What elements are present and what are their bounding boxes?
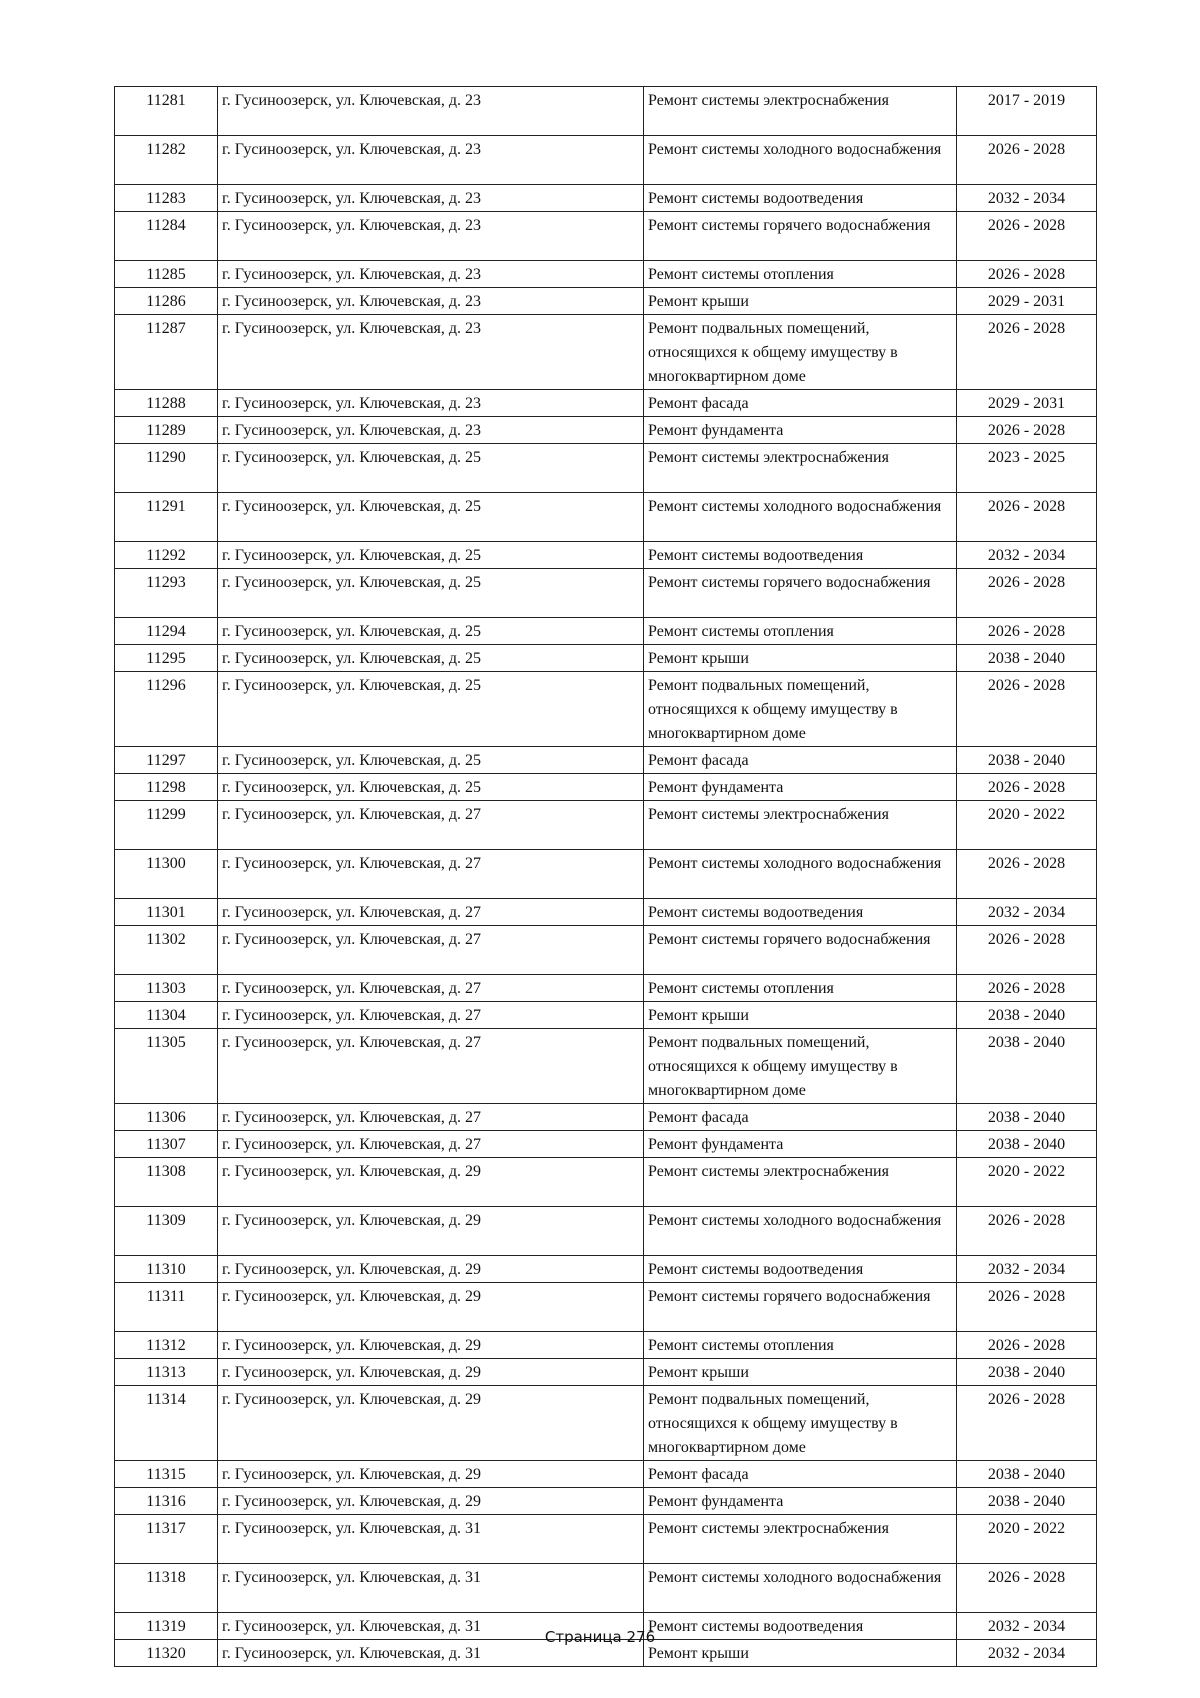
address-cell: г. Гусиноозерск, ул. Ключевская, д. 29 <box>218 1283 644 1332</box>
table-row <box>115 493 1097 542</box>
address-cell: г. Гусиноозерск, ул. Ключевская, д. 27 <box>218 899 644 926</box>
period-cell: 2026 - 2028 <box>957 1207 1097 1256</box>
table-row <box>115 417 1097 444</box>
period-cell: 2020 - 2022 <box>957 1158 1097 1207</box>
work-type-cell: Ремонт подвальных помещений, относящихся к общему имуществу в многоквартирном доме <box>644 1029 957 1104</box>
table-row <box>115 899 1097 926</box>
table-row <box>115 850 1097 899</box>
period-cell: 2032 - 2034 <box>957 185 1097 212</box>
address-cell: г. Гусиноозерск, ул. Ключевская, д. 31 <box>218 1613 644 1640</box>
table-row <box>115 212 1097 261</box>
work-type-cell: Ремонт крыши <box>644 1640 957 1667</box>
address-cell: г. Гусиноозерск, ул. Ключевская, д. 23 <box>218 261 644 288</box>
table-row <box>115 1256 1097 1283</box>
row-number-cell: 11317 <box>115 1515 218 1564</box>
table-row <box>115 1002 1097 1029</box>
row-number-cell: 11282 <box>115 136 218 185</box>
table-row <box>115 1488 1097 1515</box>
address-cell: г. Гусиноозерск, ул. Ключевская, д. 29 <box>218 1386 644 1461</box>
address-cell: г. Гусиноозерск, ул. Ключевская, д. 25 <box>218 493 644 542</box>
address-cell: г. Гусиноозерск, ул. Ключевская, д. 27 <box>218 1104 644 1131</box>
row-number-cell: 11304 <box>115 1002 218 1029</box>
row-number-cell: 11293 <box>115 569 218 618</box>
row-number-cell: 11298 <box>115 774 218 801</box>
row-number-cell: 11294 <box>115 618 218 645</box>
address-cell: г. Гусиноозерск, ул. Ключевская, д. 27 <box>218 926 644 975</box>
table-row <box>115 1515 1097 1564</box>
table-row <box>115 1332 1097 1359</box>
address-cell: г. Гусиноозерск, ул. Ключевская, д. 27 <box>218 1002 644 1029</box>
period-cell: 2032 - 2034 <box>957 1640 1097 1667</box>
row-number-cell: 11300 <box>115 850 218 899</box>
row-number-cell: 11301 <box>115 899 218 926</box>
row-number-cell: 11316 <box>115 1488 218 1515</box>
table-row <box>115 1104 1097 1131</box>
table-row <box>115 569 1097 618</box>
address-cell: г. Гусиноозерск, ул. Ключевская, д. 27 <box>218 1131 644 1158</box>
period-cell: 2017 - 2019 <box>957 87 1097 136</box>
row-number-cell: 11305 <box>115 1029 218 1104</box>
table-row <box>115 1386 1097 1461</box>
row-number-cell: 11319 <box>115 1613 218 1640</box>
row-number-cell: 11287 <box>115 315 218 390</box>
table-row <box>115 618 1097 645</box>
repair-schedule-table <box>114 86 1097 1667</box>
address-cell: г. Гусиноозерск, ул. Ключевская, д. 25 <box>218 672 644 747</box>
work-type-cell: Ремонт системы отопления <box>644 618 957 645</box>
address-cell: г. Гусиноозерск, ул. Ключевская, д. 25 <box>218 569 644 618</box>
address-cell: г. Гусиноозерск, ул. Ключевская, д. 25 <box>218 618 644 645</box>
period-cell: 2026 - 2028 <box>957 493 1097 542</box>
period-cell: 2038 - 2040 <box>957 747 1097 774</box>
table-row <box>115 315 1097 390</box>
row-number-cell: 11310 <box>115 1256 218 1283</box>
period-cell: 2026 - 2028 <box>957 850 1097 899</box>
address-cell: г. Гусиноозерск, ул. Ключевская, д. 31 <box>218 1564 644 1613</box>
work-type-cell: Ремонт системы горячего водоснабжения <box>644 926 957 975</box>
period-cell: 2026 - 2028 <box>957 136 1097 185</box>
work-type-cell: Ремонт системы отопления <box>644 261 957 288</box>
table-row <box>115 926 1097 975</box>
work-type-cell: Ремонт подвальных помещений, относящихся к общему имуществу в многоквартирном доме <box>644 672 957 747</box>
address-cell: г. Гусиноозерск, ул. Ключевская, д. 25 <box>218 542 644 569</box>
address-cell: г. Гусиноозерск, ул. Ключевская, д. 29 <box>218 1461 644 1488</box>
work-type-cell: Ремонт системы водоотведения <box>644 185 957 212</box>
period-cell: 2026 - 2028 <box>957 417 1097 444</box>
period-cell: 2026 - 2028 <box>957 774 1097 801</box>
table-row <box>115 645 1097 672</box>
row-number-cell: 11312 <box>115 1332 218 1359</box>
work-type-cell: Ремонт системы горячего водоснабжения <box>644 212 957 261</box>
table-row <box>115 542 1097 569</box>
row-number-cell: 11309 <box>115 1207 218 1256</box>
row-number-cell: 11288 <box>115 390 218 417</box>
work-type-cell: Ремонт фасада <box>644 1461 957 1488</box>
table-row <box>115 288 1097 315</box>
work-type-cell: Ремонт системы горячего водоснабжения <box>644 1283 957 1332</box>
table-row <box>115 444 1097 493</box>
period-cell: 2026 - 2028 <box>957 569 1097 618</box>
table-row <box>115 774 1097 801</box>
work-type-cell: Ремонт крыши <box>644 1359 957 1386</box>
work-type-cell: Ремонт крыши <box>644 1002 957 1029</box>
address-cell: г. Гусиноозерск, ул. Ключевская, д. 27 <box>218 975 644 1002</box>
work-type-cell: Ремонт системы электроснабжения <box>644 1158 957 1207</box>
work-type-cell: Ремонт системы холодного водоснабжения <box>644 493 957 542</box>
period-cell: 2026 - 2028 <box>957 672 1097 747</box>
work-type-cell: Ремонт системы холодного водоснабжения <box>644 136 957 185</box>
work-type-cell: Ремонт системы водоотведения <box>644 1613 957 1640</box>
table-row <box>115 672 1097 747</box>
address-cell: г. Гусиноозерск, ул. Ключевская, д. 25 <box>218 444 644 493</box>
address-cell: г. Гусиноозерск, ул. Ключевская, д. 23 <box>218 185 644 212</box>
address-cell: г. Гусиноозерск, ул. Ключевская, д. 23 <box>218 288 644 315</box>
table-row <box>115 975 1097 1002</box>
table-row <box>115 136 1097 185</box>
address-cell: г. Гусиноозерск, ул. Ключевская, д. 31 <box>218 1515 644 1564</box>
row-number-cell: 11318 <box>115 1564 218 1613</box>
table-body <box>115 87 1097 1667</box>
row-number-cell: 11281 <box>115 87 218 136</box>
row-number-cell: 11307 <box>115 1131 218 1158</box>
work-type-cell: Ремонт крыши <box>644 645 957 672</box>
work-type-cell: Ремонт фасада <box>644 390 957 417</box>
address-cell: г. Гусиноозерск, ул. Ключевская, д. 27 <box>218 801 644 850</box>
row-number-cell: 11291 <box>115 493 218 542</box>
address-cell: г. Гусиноозерск, ул. Ключевская, д. 29 <box>218 1359 644 1386</box>
period-cell: 2032 - 2034 <box>957 1613 1097 1640</box>
work-type-cell: Ремонт системы электроснабжения <box>644 444 957 493</box>
period-cell: 2032 - 2034 <box>957 542 1097 569</box>
row-number-cell: 11308 <box>115 1158 218 1207</box>
period-cell: 2032 - 2034 <box>957 1256 1097 1283</box>
period-cell: 2026 - 2028 <box>957 1283 1097 1332</box>
address-cell: г. Гусиноозерск, ул. Ключевская, д. 29 <box>218 1158 644 1207</box>
work-type-cell: Ремонт подвальных помещений, относящихся к общему имуществу в многоквартирном доме <box>644 315 957 390</box>
row-number-cell: 11311 <box>115 1283 218 1332</box>
row-number-cell: 11306 <box>115 1104 218 1131</box>
table-row <box>115 1564 1097 1613</box>
period-cell: 2038 - 2040 <box>957 1131 1097 1158</box>
table-row <box>115 1359 1097 1386</box>
table-row <box>115 1283 1097 1332</box>
table-row <box>115 1461 1097 1488</box>
period-cell: 2026 - 2028 <box>957 1564 1097 1613</box>
work-type-cell: Ремонт фасада <box>644 747 957 774</box>
work-type-cell: Ремонт подвальных помещений, относящихся к общему имуществу в многоквартирном доме <box>644 1386 957 1461</box>
table-row <box>115 801 1097 850</box>
period-cell: 2038 - 2040 <box>957 1002 1097 1029</box>
address-cell: г. Гусиноозерск, ул. Ключевская, д. 29 <box>218 1256 644 1283</box>
period-cell: 2026 - 2028 <box>957 975 1097 1002</box>
address-cell: г. Гусиноозерск, ул. Ключевская, д. 23 <box>218 315 644 390</box>
address-cell: г. Гусиноозерск, ул. Ключевская, д. 23 <box>218 390 644 417</box>
row-number-cell: 11284 <box>115 212 218 261</box>
work-type-cell: Ремонт системы холодного водоснабжения <box>644 1564 957 1613</box>
period-cell: 2038 - 2040 <box>957 645 1097 672</box>
row-number-cell: 11302 <box>115 926 218 975</box>
table-row <box>115 87 1097 136</box>
table-row <box>115 390 1097 417</box>
work-type-cell: Ремонт системы водоотведения <box>644 542 957 569</box>
table-row <box>115 1207 1097 1256</box>
address-cell: г. Гусиноозерск, ул. Ключевская, д. 27 <box>218 1029 644 1104</box>
period-cell: 2023 - 2025 <box>957 444 1097 493</box>
row-number-cell: 11313 <box>115 1359 218 1386</box>
address-cell: г. Гусиноозерск, ул. Ключевская, д. 25 <box>218 747 644 774</box>
row-number-cell: 11314 <box>115 1386 218 1461</box>
work-type-cell: Ремонт системы электроснабжения <box>644 87 957 136</box>
address-cell: г. Гусиноозерск, ул. Ключевская, д. 29 <box>218 1488 644 1515</box>
work-type-cell: Ремонт фундамента <box>644 1488 957 1515</box>
period-cell: 2038 - 2040 <box>957 1104 1097 1131</box>
period-cell: 2026 - 2028 <box>957 261 1097 288</box>
row-number-cell: 11303 <box>115 975 218 1002</box>
work-type-cell: Ремонт фундамента <box>644 1131 957 1158</box>
address-cell: г. Гусиноозерск, ул. Ключевская, д. 29 <box>218 1207 644 1256</box>
table-row <box>115 1131 1097 1158</box>
table-row <box>115 1029 1097 1104</box>
row-number-cell: 11299 <box>115 801 218 850</box>
period-cell: 2029 - 2031 <box>957 288 1097 315</box>
table-row <box>115 261 1097 288</box>
work-type-cell: Ремонт системы электроснабжения <box>644 1515 957 1564</box>
address-cell: г. Гусиноозерск, ул. Ключевская, д. 23 <box>218 417 644 444</box>
row-number-cell: 11283 <box>115 185 218 212</box>
work-type-cell: Ремонт фасада <box>644 1104 957 1131</box>
period-cell: 2026 - 2028 <box>957 315 1097 390</box>
work-type-cell: Ремонт системы электроснабжения <box>644 801 957 850</box>
page-number: Страница 276 <box>544 1628 656 1646</box>
period-cell: 2038 - 2040 <box>957 1488 1097 1515</box>
period-cell: 2038 - 2040 <box>957 1359 1097 1386</box>
address-cell: г. Гусиноозерск, ул. Ключевская, д. 23 <box>218 87 644 136</box>
work-type-cell: Ремонт системы холодного водоснабжения <box>644 850 957 899</box>
period-cell: 2026 - 2028 <box>957 926 1097 975</box>
period-cell: 2026 - 2028 <box>957 212 1097 261</box>
table-row <box>115 747 1097 774</box>
row-number-cell: 11296 <box>115 672 218 747</box>
table-row <box>115 185 1097 212</box>
row-number-cell: 11285 <box>115 261 218 288</box>
work-type-cell: Ремонт системы отопления <box>644 975 957 1002</box>
row-number-cell: 11315 <box>115 1461 218 1488</box>
work-type-cell: Ремонт системы водоотведения <box>644 899 957 926</box>
address-cell: г. Гусиноозерск, ул. Ключевская, д. 29 <box>218 1332 644 1359</box>
period-cell: 2020 - 2022 <box>957 801 1097 850</box>
address-cell: г. Гусиноозерск, ул. Ключевская, д. 23 <box>218 212 644 261</box>
row-number-cell: 11286 <box>115 288 218 315</box>
work-type-cell: Ремонт крыши <box>644 288 957 315</box>
row-number-cell: 11295 <box>115 645 218 672</box>
work-type-cell: Ремонт системы водоотведения <box>644 1256 957 1283</box>
period-cell: 2026 - 2028 <box>957 1386 1097 1461</box>
period-cell: 2032 - 2034 <box>957 899 1097 926</box>
work-type-cell: Ремонт фундамента <box>644 417 957 444</box>
address-cell: г. Гусиноозерск, ул. Ключевская, д. 25 <box>218 774 644 801</box>
row-number-cell: 11320 <box>115 1640 218 1667</box>
period-cell: 2029 - 2031 <box>957 390 1097 417</box>
period-cell: 2026 - 2028 <box>957 618 1097 645</box>
row-number-cell: 11289 <box>115 417 218 444</box>
address-cell: г. Гусиноозерск, ул. Ключевская, д. 25 <box>218 645 644 672</box>
work-type-cell: Ремонт системы отопления <box>644 1332 957 1359</box>
work-type-cell: Ремонт фундамента <box>644 774 957 801</box>
period-cell: 2026 - 2028 <box>957 1332 1097 1359</box>
period-cell: 2020 - 2022 <box>957 1515 1097 1564</box>
work-type-cell: Ремонт системы горячего водоснабжения <box>644 569 957 618</box>
period-cell: 2038 - 2040 <box>957 1029 1097 1104</box>
address-cell: г. Гусиноозерск, ул. Ключевская, д. 23 <box>218 136 644 185</box>
table-row <box>115 1158 1097 1207</box>
row-number-cell: 11292 <box>115 542 218 569</box>
work-type-cell: Ремонт системы холодного водоснабжения <box>644 1207 957 1256</box>
period-cell: 2038 - 2040 <box>957 1461 1097 1488</box>
address-cell: г. Гусиноозерск, ул. Ключевская, д. 27 <box>218 850 644 899</box>
address-cell: г. Гусиноозерск, ул. Ключевская, д. 31 <box>218 1640 644 1667</box>
row-number-cell: 11290 <box>115 444 218 493</box>
row-number-cell: 11297 <box>115 747 218 774</box>
